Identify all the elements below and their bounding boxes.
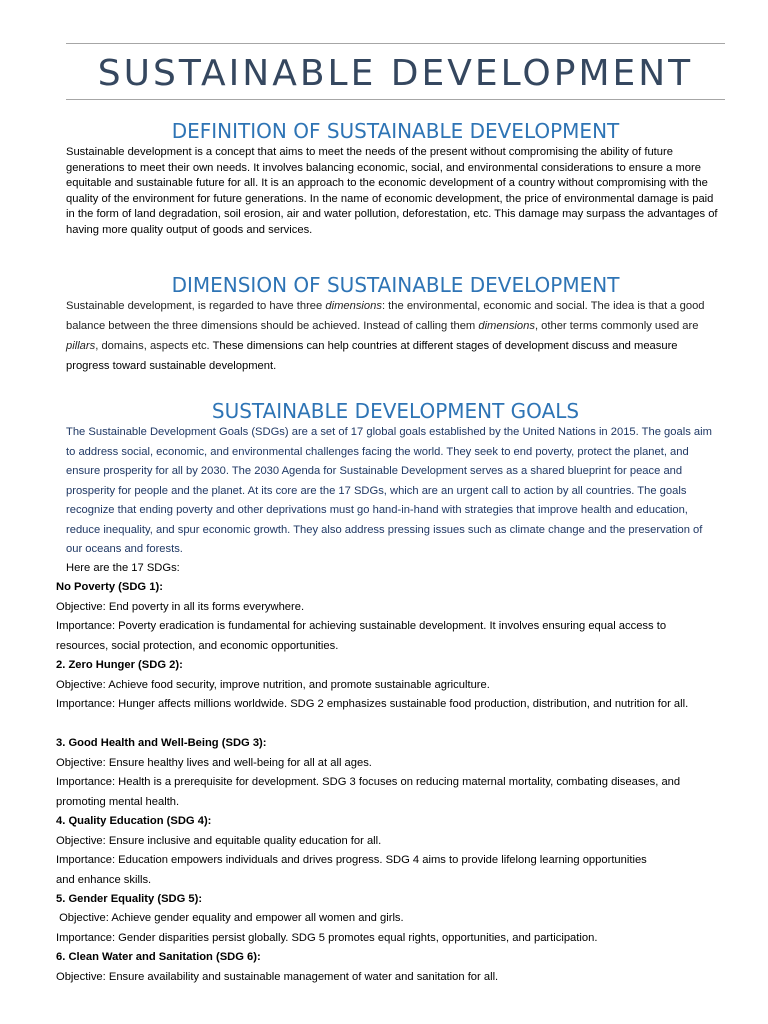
page-title: SUSTAINABLE DEVELOPMENT [97, 53, 694, 94]
title-top-rule [66, 43, 725, 44]
dimension-paragraph: Sustainable development, is regarded to have three dimensions: the environmental, economic and social. The idea is that a good balance between the three dimensions should be achieved. Instead of calling them dimensions, other terms commonly used are pillars, domains, aspects etc. These dimensions can help countries at different stages of development discuss and measure progress toward sustainable development. [66, 300, 705, 372]
sdg-3-title: 3. Good Health and Well-Being (SDG 3): [56, 737, 267, 749]
sdg-5-objective: Objective: Achieve gender equality and empower all women and girls. [56, 912, 404, 924]
sdg-3-objective: Objective: Ensure healthy lives and well-being for all at all ages. [56, 757, 372, 769]
sdg-4-importance: Importance: Education empowers individuals and drives progress. SDG 4 aims to provide lifelong learning opportunities and enhance skills. [56, 854, 647, 886]
goals-heading: SUSTAINABLE DEVELOPMENT GOALS [211, 399, 580, 423]
dimension-heading: DIMENSION OF SUSTAINABLE DEVELOPMENT [171, 273, 620, 297]
sdg-6-title: 6. Clean Water and Sanitation (SDG 6): [56, 951, 261, 963]
sdg-2-importance: Importance: Hunger affects millions worldwide. SDG 2 emphasizes sustainable food production, distribution, and nutrition for all. [56, 698, 689, 710]
sdg-4-title: 4. Quality Education (SDG 4): [56, 815, 212, 827]
sdg-5-importance: Importance: Gender disparities persist globally. SDG 5 promotes equal rights, opportunities, and participation. [56, 932, 598, 944]
sdg-6-objective: Objective: Ensure availability and sustainable management of water and sanitation for all. [56, 971, 499, 983]
sdg-1-importance: Importance: Poverty eradication is fundamental for achieving sustainable development. It involves ensuring equal access to resources, social protection, and economic opportunities. [56, 620, 667, 652]
sdg-2-objective: Objective: Achieve food security, improve nutrition, and promote sustainable agriculture. [56, 679, 490, 691]
sdg-2-title: 2. Zero Hunger (SDG 2): [56, 659, 183, 671]
definition-heading: DEFINITION OF SUSTAINABLE DEVELOPMENT [171, 119, 620, 143]
title-bottom-rule [66, 99, 725, 100]
sdg-1-title: No Poverty (SDG 1): [56, 581, 163, 593]
goals-paragraph: The Sustainable Development Goals (SDGs) are a set of 17 global goals established by the United Nations in 2015. The goals aim to address social, economic, and environmental challenges facing the world. They seek to end poverty, protect the planet, and ensure prosperity for all by 2030. The 2030 Agenda for Sustainable Development serves as a shared blueprint for peace and prosperity for people and the planet. At its core are the 17 SDGs, which are an urgent call to action by all countries. The goals recognize that ending poverty and other deprivations must go hand-in-hand with strategies that improve health and education, reduce inequality, and spur economic growth. They also address pressing issues such as climate change and the preservation of our oceans and forests. [66, 426, 712, 555]
definition-paragraph: Sustainable development is a concept that aims to meet the needs of the present without compromising the ability of future generations to meet their own needs. It involves balancing economic, social, and environmental considerations to ensure a more equitable and sustainable future for all. It is an approach to the economic development of a country without compromising with the quality of the environment for future generations. In the name of economic development, the price of environmental damage is paid in the form of land degradation, soil erosion, air and water pollution, deforestation, etc. This damage may surpass the advantages of having more quality output of goods and services. [66, 146, 718, 236]
sdg-1-objective: Objective: End poverty in all its forms everywhere. [56, 601, 305, 613]
sdg-5-title: 5. Gender Equality (SDG 5): [56, 893, 203, 905]
sdg-4-objective: Objective: Ensure inclusive and equitable quality education for all. [56, 835, 382, 847]
sdg-3-importance: Importance: Health is a prerequisite for development. SDG 3 focuses on reducing maternal mortality, combating diseases, and promoting mental health. [56, 776, 681, 808]
goals-intro: Here are the 17 SDGs: [66, 562, 180, 574]
